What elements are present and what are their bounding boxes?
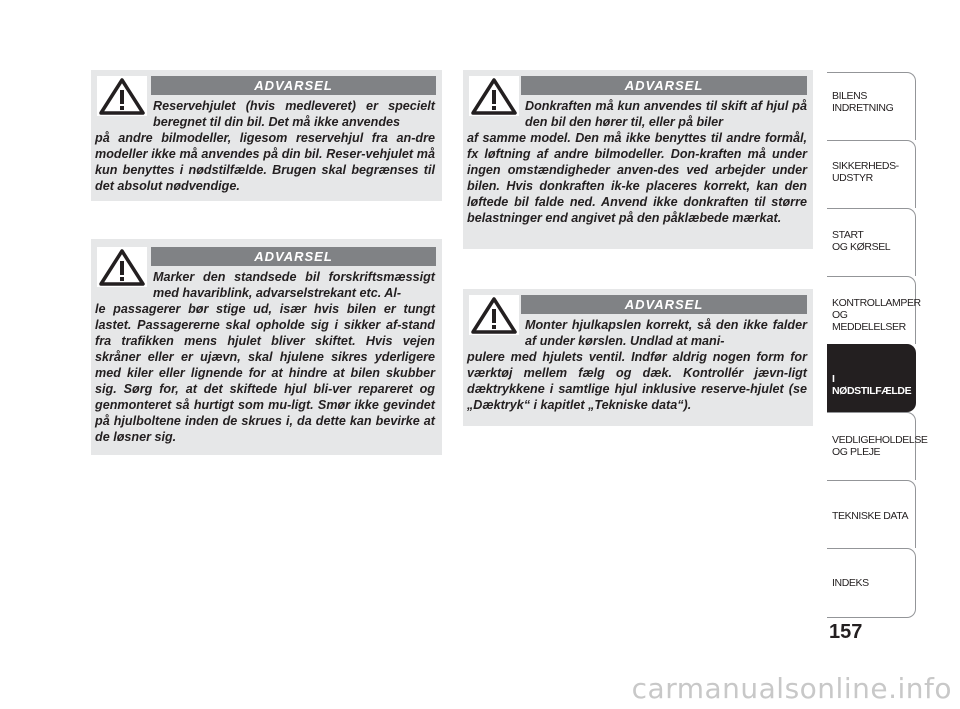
sidebar-item-label: START OG KØRSEL xyxy=(832,229,891,253)
warning-lead: Donkraften må kun anvendes til skift af hjul på den bil den hører til, eller på biler xyxy=(525,99,807,129)
sidebar-item-label: INDEKS xyxy=(832,577,869,589)
sidebar-item-bilens-indretning[interactable] xyxy=(827,72,916,140)
sidebar-item-tekniske-data[interactable] xyxy=(827,480,916,548)
sidebar-item-vedligeholdelse[interactable] xyxy=(827,412,928,480)
warning-box-stopped-car xyxy=(91,239,442,455)
warning-lead: Reservehjulet (hvis medleveret) er specielt beregnet til din bil. Det må ikke anvendes xyxy=(153,99,435,129)
warning-heading: ADVARSEL xyxy=(521,295,807,314)
warning-heading: ADVARSEL xyxy=(521,76,807,95)
warning-body: af samme model. Den må ikke benyttes til andre formål, fx løftning af andre bilmodeller. Don-kraften må under ingen omstændigheder anven-des ved arbejder under bilen. Hvis donkraften ik-ke placeres korrekt, kan den løftede bil falde ned. Anvend ikke donkraften til større belastninger end angivet på den påklæbede mærkat. xyxy=(467,131,807,225)
warning-body: le passagerer bør stige ud, især hvis bilen er tungt lastet. Passagererne skal opholde sig i sikker af-stand fra trafikken mens hjulet bliver skiftet. Hvis vejen skråner eller er ujævn, skal hjulene sikres yderligere med kiler eller lignende for at hindre at bilen skubber sig. Sørg for, at det skiftede hjul bli-ver repareret og genmonteret så hurtigt som mu-ligt. Smør ikke gevindet på hjulboltene inden de skrues i, da dette kan bevirke at de løsner sig. xyxy=(95,302,435,444)
sidebar-item-indeks[interactable] xyxy=(827,548,916,618)
warning-body: pulere med hjulets ventil. Indfør aldrig nogen form for værktøj mellem fælg og dæk. Kontrollér jævn-ligt dæktrykkene i samtlige hjul inklusive reserve-hjulet (se „Dæktryk“ i kapitlet „Tekniske data“). xyxy=(467,350,807,412)
sidebar-item-label: KONTROLLAMPER OG MEDDELELSER xyxy=(832,297,921,333)
sidebar-item-label: VEDLIGEHOLDELSE OG PLEJE xyxy=(832,434,928,458)
warning-lead: Marker den standsede bil forskriftsmæssigt med havariblink, advarselstrekant etc. Al- xyxy=(153,270,435,300)
sidebar-item-label: TEKNISKE DATA xyxy=(832,510,909,522)
warning-box-hubcap xyxy=(463,289,813,426)
sidebar-item-i-nodstilfaelde[interactable] xyxy=(827,344,916,412)
sidebar-item-start-og-korsel[interactable] xyxy=(827,208,916,276)
warning-heading: ADVARSEL xyxy=(151,247,436,266)
warning-body: på andre bilmodeller, ligesom reservehjul fra an-dre modeller ikke må anvendes på din bil. Reser-vehjulet må kun benyttes i nødstilfælde. Brugen skal begrænses til det absolut nødvendige. xyxy=(95,131,435,193)
sidebar-item-sikkerhedsudstyr[interactable] xyxy=(827,140,916,208)
warning-heading: ADVARSEL xyxy=(151,76,436,95)
sidebar-item-label: I NØDSTILFÆLDE xyxy=(832,373,912,397)
warning-lead: Monter hjulkapslen korrekt, så den ikke falder af under kørslen. Undlad at mani- xyxy=(525,318,807,348)
warning-box-spare-wheel xyxy=(91,70,442,201)
warning-text xyxy=(95,269,435,445)
sidebar-item-label: BILENS INDRETNING xyxy=(832,90,894,114)
sidebar-item-label: SIKKERHEDS- UDSTYR xyxy=(832,160,899,184)
page-number: 157 xyxy=(829,621,863,643)
sidebar-item-kontrollamper[interactable] xyxy=(827,276,921,344)
watermark: carmanualsonline.info xyxy=(631,672,952,705)
warning-text xyxy=(95,98,435,194)
warning-text xyxy=(467,98,807,226)
warning-box-jack xyxy=(463,70,813,249)
warning-text xyxy=(467,317,807,413)
